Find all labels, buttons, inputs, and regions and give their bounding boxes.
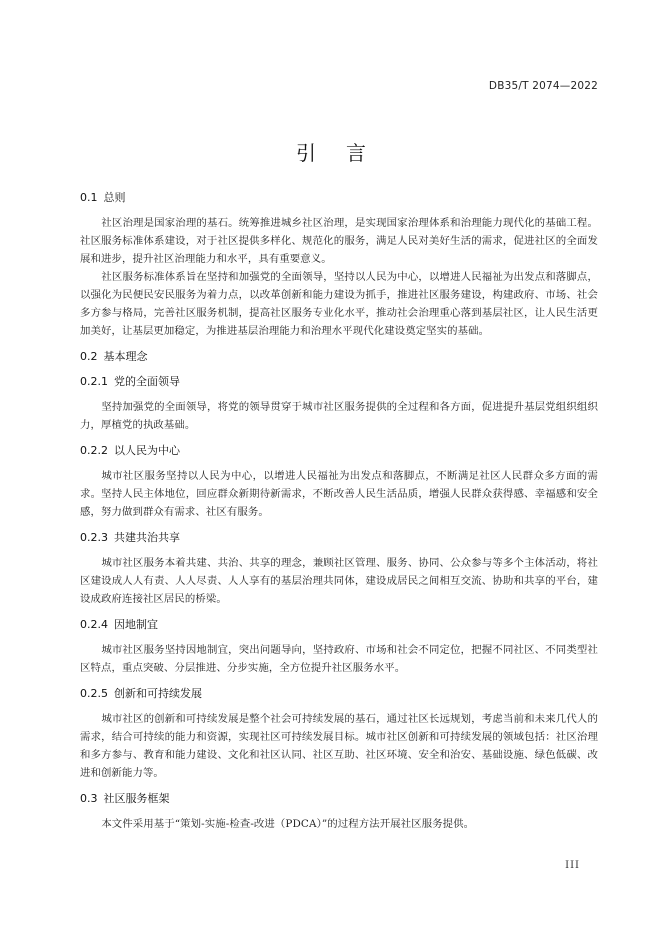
section-title: 党的全面领导 xyxy=(114,375,180,388)
page-title: 引言 xyxy=(296,141,396,165)
section-heading-0-2-1 xyxy=(80,374,598,390)
paragraph: 本文件采用基于“策划-实施-检查-改进（PDCA）”的过程方法开展社区服务提供。 xyxy=(101,818,475,830)
section-title: 共建共治共享 xyxy=(114,531,180,544)
paragraph: 社区服务标准体系旨在坚持和加强党的全面领导，坚持以人民为中心，以增进人民福祉为出发点和落脚点，以强化为民便民安民服务为着力点，以改革创新和能力建设为抓手，推进社区服务建设，构建政府、市场、社会多方参与格局，完善社区服务机制，提高社区服务专业化水平，推动社会治理重心落到基层社区，让人民生活更加美好，让基层更加稳定，为推进基层治理能力和治理水平现代化建设奠定坚实的基础。 xyxy=(80,271,598,337)
paragraph: 城市社区服务坚持因地制宜，突出问题导向，坚持政府、市场和社会不同定位，把握不同社区、不同类型社区特点，重点突破、分层推进、分步实施，全方位提升社区服务水平。 xyxy=(80,644,598,674)
section-number: 0.2 xyxy=(80,350,98,363)
section-number: 0.2.3 xyxy=(80,531,108,544)
document-body xyxy=(80,190,598,833)
section-title: 创新和可持续发展 xyxy=(114,687,202,700)
section-number: 0.2.4 xyxy=(80,618,108,631)
section-heading-0-2-4 xyxy=(80,617,598,633)
paragraph: 城市社区服务本着共建、共治、共享的理念，兼顾社区管理、服务、协同、公众参与等多个主体活动，将社区建设成人人有责、人人尽责、人人享有的基层治理共同体，建设成居民之间相互交流、协助和共享的平台，建设成政府连接社区居民的桥梁。 xyxy=(80,557,598,605)
section-title: 总则 xyxy=(103,191,126,204)
paragraph: 城市社区的创新和可持续发展是整个社会可持续发展的基石，通过社区长远规划，考虑当前和未来几代人的需求，结合可持续的能力和资源，实现社区可持续发展目标。城市社区创新和可持续发展的领域包括：社区治理和多方参与、教育和能力建设、文化和社区认同、社区互助、社区环境、安全和治安、基础设施、绿色低碳、改进和创新能力等。 xyxy=(80,713,598,779)
section-title: 以人民为中心 xyxy=(114,444,180,457)
paragraph: 坚持加强党的全面领导，将党的领导贯穿于城市社区服务提供的全过程和各方面，促进提升基层党组织组织力，厚植党的执政基础。 xyxy=(80,401,598,431)
section-heading-0-2 xyxy=(80,349,598,365)
section-title: 基本理念 xyxy=(103,350,148,363)
paragraph: 城市社区服务坚持以人民为中心，以增进人民福祉为出发点和落脚点，不断满足社区人民群众多方面的需求。坚持人民主体地位，回应群众新期待新需求，不断改善人民生活品质，增强人民群众获得感、幸福感和安全感，努力做到群众有需求、社区有服务。 xyxy=(80,470,598,518)
section-heading-0-1 xyxy=(80,190,598,206)
paragraph: 社区治理是国家治理的基石。统筹推进城乡社区治理，是实现国家治理体系和治理能力现代化的基础工程。社区服务标准体系建设，对于社区提供多样化、规范化的服务，满足人民对美好生活的需求，促进社区的全面发展和进步，提升社区治理能力和水平，具有重要意义。 xyxy=(80,217,598,265)
section-number: 0.2.2 xyxy=(80,444,108,457)
section-title: 社区服务框架 xyxy=(103,792,170,805)
section-heading-0-2-3 xyxy=(80,530,598,546)
section-number: 0.3 xyxy=(80,792,98,805)
section-heading-0-2-2 xyxy=(80,443,598,459)
section-heading-0-3 xyxy=(80,791,598,807)
section-number: 0.1 xyxy=(80,191,98,204)
section-number: 0.2.5 xyxy=(80,687,108,700)
page-number: III xyxy=(565,860,580,871)
document-code: DB35/T 2074—2022 xyxy=(488,80,598,92)
section-number: 0.2.1 xyxy=(80,375,108,388)
section-heading-0-2-5 xyxy=(80,686,598,702)
section-title: 因地制宜 xyxy=(114,618,158,631)
